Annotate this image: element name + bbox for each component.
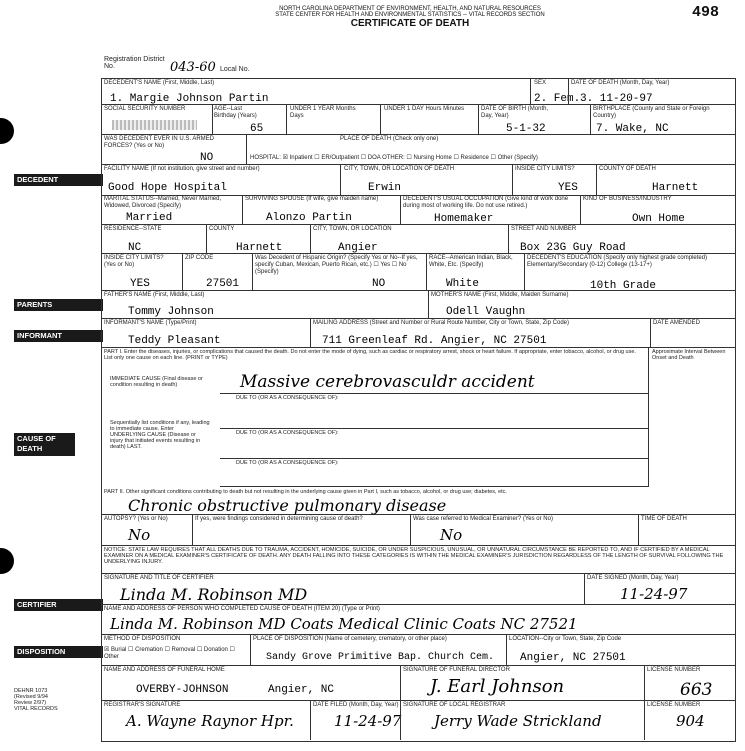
education-value: 10th Grade xyxy=(590,280,657,292)
place-of-disposition-value: Sandy Grove Primitive Bap. Church Cem. xyxy=(266,652,495,663)
label-date-signed: DATE SIGNED (Month, Day, Year) xyxy=(587,575,679,581)
section-decedent: DECEDENT xyxy=(14,174,103,186)
label-license-1: LICENSE NUMBER xyxy=(647,667,701,673)
label-residence-county: COUNTY xyxy=(209,226,235,232)
section-cause-of-death: CAUSE OF DEATH xyxy=(14,433,75,456)
label-race: RACE--American Indian, Black, White, Etc. (Specify) xyxy=(429,255,513,268)
certifier-address-value: Linda M. Robinson MD Coats Medical Clinic Coats NC 27521 xyxy=(110,615,578,633)
location-value: Angier, NC 27501 xyxy=(520,652,626,664)
label-disposition-method: METHOD OF DISPOSITION xyxy=(104,636,181,642)
label-county-of-death: COUNTY OF DEATH xyxy=(599,166,656,172)
street-value: Box 23G Guy Road xyxy=(520,242,626,254)
label-funeral-director: SIGNATURE OF FUNERAL DIRECTOR xyxy=(403,667,510,673)
mailing-value: 711 Greenleaf Rd. Angier, NC 27501 xyxy=(322,335,547,347)
label-time-of-death: TIME OF DEATH xyxy=(641,516,687,522)
decedent-name: 1. Margie Johnson Partin xyxy=(110,93,269,105)
license-1-value: 663 xyxy=(680,680,713,700)
funeral-city-value: Angier, NC xyxy=(268,684,335,696)
race-value: White xyxy=(446,278,480,290)
label-location: LOCATION--City or Town, State, Zip Code xyxy=(509,636,622,642)
label-under-1-year: UNDER 1 YEAR Months Days xyxy=(290,106,356,119)
label-date-amended: DATE AMENDED xyxy=(653,320,700,326)
form-id xyxy=(14,688,94,712)
label-hispanic: Was Decedent of Hispanic Origin? (Specify Yes or No--If yes, specify Cuban, Mexican, Puerto Rican, etc.) ☐ Yes ☐ No (Specify) xyxy=(255,255,418,275)
label-sex: SEX xyxy=(534,80,547,86)
hispanic-value: NO xyxy=(372,278,386,290)
mother-value: Odell Vaughn xyxy=(446,306,526,318)
immediate-cause-value: Massive cerebrovasculdr accident xyxy=(240,372,535,392)
label-marital-status: MARITAL STATUS--Married, Never Married, Widowed, Divorced (Specify) xyxy=(104,196,222,209)
label-informant: INFORMANT'S NAME (Type/Print) xyxy=(104,320,197,326)
license-2-value: 904 xyxy=(676,712,705,730)
medical-examiner-notice: NOTICE: STATE LAW REQUIRES THAT ALL DEATHS DUE TO TRAUMA, ACCIDENT, HOMICIDE, SUICIDE, OR UNDER SUSPICIOUS, UNUSUAL, OR UNNATURAL CIRCUMSTANCE BE REPORTED TO, AND IF CERTIFIED BY A MEDICAL EXAMINER ON A MEDICAL EXAMINER'S CERTIFICATE OF DEATH. ANY DEATH FALLING INTO THESE CATEGORIES IS WITHIN THE MEDICAL EXAMINER'S JURISDICTION REGARDLESS OF THE LENGTH OF SURVIVAL FOLLOWING THE UNDERLYING INJURY. xyxy=(104,547,724,565)
label-date-of-death: DATE OF DEATH (Month, Day, Year) xyxy=(571,80,670,86)
label-father: FATHER'S NAME (First, Middle, Last) xyxy=(104,292,205,298)
label-medical-examiner: Was case referred to Medical Examiner? (Yes or No) xyxy=(413,516,553,522)
inside-city-value: YES xyxy=(558,182,578,194)
label-inside-city-2: INSIDE CITY LIMITS? (Yes or No) xyxy=(104,255,164,268)
form-id-line: (Revised 9/94 xyxy=(14,694,48,700)
armed-forces-value: NO xyxy=(200,152,214,164)
department-name: NORTH CAROLINA DEPARTMENT OF ENVIRONMENT, HEALTH, AND NATURAL RESOURCES xyxy=(279,6,541,12)
label-license-2: LICENSE NUMBER xyxy=(647,702,701,708)
label-under-1-day: UNDER 1 DAY Hours Minutes xyxy=(384,106,465,112)
inside-city-2-value: YES xyxy=(130,278,150,290)
local-no-label: Local No. xyxy=(220,66,250,73)
marital-status-value: Married xyxy=(126,212,173,224)
center-name: STATE CENTER FOR HEALTH AND ENVIRONMENTAL STATISTICS -- VITAL RECORDS SECTION xyxy=(275,12,545,18)
label-registrar: REGISTRAR'S SIGNATURE xyxy=(104,702,181,708)
label-ssn: SOCIAL SECURITY NUMBER xyxy=(104,106,186,112)
label-spouse: SURVIVING SPOUSE (If wife, give maiden name) xyxy=(245,196,379,202)
autopsy-value: No xyxy=(128,526,151,544)
zip-value: 27501 xyxy=(206,278,240,290)
form-id-line: VITAL RECORDS xyxy=(14,706,58,712)
label-business: KIND OF BUSINESS/INDUSTRY xyxy=(583,196,672,202)
binder-punch-hole xyxy=(0,548,14,574)
label-occupation: DECEDENT'S USUAL OCCUPATION (Give kind of work done during most of working life. Do not use retired.) xyxy=(403,196,569,209)
label-education: DECEDENT'S EDUCATION (Specify only highest grade completed) Elementary/Secondary (0-12) College (13-17+) xyxy=(527,255,708,268)
part2-instructions: PART II. Other significant conditions contributing to death but not resulting in the underlying cause given in Part I, such as tobacco, alcohol, or drug use; diabetes, etc. xyxy=(104,489,507,495)
redacted-ssn xyxy=(112,120,197,130)
registrar-signature: A. Wayne Raynor Hpr. xyxy=(126,712,294,730)
date-signed-value: 11-24-97 xyxy=(620,585,688,603)
label-city-of-death: CITY, TOWN, OR LOCATION OF DEATH xyxy=(344,166,455,172)
label-immediate-cause: IMMEDIATE CAUSE (Final disease or condition resulting in death) xyxy=(110,376,203,388)
form-id-line: Review 2/97) xyxy=(14,700,47,706)
section-disposition: DISPOSITION xyxy=(14,646,103,658)
label-residence-city: CITY, TOWN, OR LOCATION xyxy=(313,226,392,232)
age-value: 65 xyxy=(250,123,264,135)
section-parents: PARENTS xyxy=(14,299,103,311)
local-registrar-signature: Jerry Wade Strickland xyxy=(434,712,602,730)
section-certifier: CERTIFIER xyxy=(14,599,103,611)
label-local-registrar: SIGNATURE OF LOCAL REGISTRAR xyxy=(403,702,506,708)
label-decedent-name: DECEDENT'S NAME (First, Middle, Last) xyxy=(104,80,215,86)
label-armed-forces: WAS DECEDENT EVER IN U.S. ARMED FORCES? (Yes or No) xyxy=(104,136,215,149)
label-certifier-signature: SIGNATURE AND TITLE OF CERTIFIER xyxy=(104,575,214,581)
part1-instructions: PART I. Enter the diseases, injuries, or complications that caused the death. Do not enter the mode of dying, such as cardiac or respiratory arrest, shock or heart failure. If appropriate, enter tobacco, alcohol, or drug use. List only one cause on each line. (PRINT or TYPE) xyxy=(104,349,636,361)
label-autopsy-findings: If yes, were findings considered in determining cause of death? xyxy=(195,516,363,522)
form-title: CERTIFICATE OF DEATH xyxy=(350,18,470,29)
label-mailing: MAILING ADDRESS (Street and Number or Rural Route Number, City or Town, State, Zip Code) xyxy=(313,320,569,326)
label-mother: MOTHER'S NAME (First, Middle, Maiden Surname) xyxy=(431,292,569,298)
label-due-to-2: DUE TO (OR AS A CONSEQUENCE OF): xyxy=(236,430,339,436)
label-certifier-address: NAME AND ADDRESS OF PERSON WHO COMPLETED CAUSE OF DEATH (ITEM 20) (Type or Print) xyxy=(104,606,380,612)
label-birthplace: BIRTHPLACE (County and State or Foreign Country) xyxy=(593,106,710,119)
birthplace-value: 7. Wake, NC xyxy=(596,123,669,135)
page-number: 498 xyxy=(692,4,720,21)
certifier-signature: Linda M. Robinson MD xyxy=(120,585,308,604)
label-due-to-3: DUE TO (OR AS A CONSEQUENCE OF): xyxy=(236,460,339,466)
label-due-to-1: DUE TO (OR AS A CONSEQUENCE OF): xyxy=(236,395,339,401)
residence-county-value: Harnett xyxy=(236,242,283,254)
funeral-home-value: OVERBY-JOHNSON xyxy=(136,684,229,696)
label-zip: ZIP CODE xyxy=(185,255,214,261)
label-facility: FACILITY NAME (If not institution, give street and number) xyxy=(104,166,260,172)
part2-value: Chronic obstructive pulmonary disease xyxy=(128,496,447,515)
registration-district: 043-60 xyxy=(170,60,216,75)
section-informant: INFORMANT xyxy=(14,330,103,342)
form-id-line: DEHNR 1073 xyxy=(14,688,48,694)
registration-label: Registration District No. xyxy=(104,56,165,70)
label-date-filed: DATE FILED (Month, Day, Year) xyxy=(313,702,399,708)
date-of-death: 3. 11-20-97 xyxy=(580,93,653,105)
spouse-value: Alonzo Partin xyxy=(266,212,352,224)
label-place-of-disposition: PLACE OF DISPOSITION (Name of cemetery, crematory, or other place) xyxy=(253,636,447,642)
label-sequential: Sequentially list conditions if any, leading to immediate cause. Enter UNDERLYING CAUSE (Disease or injury that initiated events resulting in death) LAST. xyxy=(110,420,210,450)
date-filed-value: 11-24-97 xyxy=(334,712,402,730)
sex-value: 2. Fem. xyxy=(534,93,581,105)
informant-value: Teddy Pleasant xyxy=(128,335,221,347)
city-of-death-value: Erwin xyxy=(368,182,402,194)
occupation-value: Homemaker xyxy=(434,213,494,225)
label-inside-city: INSIDE CITY LIMITS? xyxy=(515,166,575,172)
label-autopsy: AUTOPSY? (Yes or No) xyxy=(104,516,168,522)
residence-state-value: NC xyxy=(128,242,142,254)
disposition-options: ☒ Burial ☐ Cremation ☐ Removal ☐ Donation ☐ Other xyxy=(104,647,235,660)
place-of-death-options: HOSPITAL: ☒ Inpatient ☐ ER/Outpatient ☐ DOA OTHER: ☐ Nursing Home ☐ Residence ☐ Other (Specify) xyxy=(250,155,538,161)
business-value: Own Home xyxy=(632,213,685,225)
binder-punch-hole xyxy=(0,118,14,144)
father-value: Tommy Johnson xyxy=(128,306,214,318)
facility-value: Good Hope Hospital xyxy=(108,182,227,194)
dob-value: 5-1-32 xyxy=(506,123,546,135)
form-header xyxy=(200,6,620,29)
label-dob: DATE OF BIRTH (Month, Day, Year) xyxy=(481,106,549,119)
label-interval: Approximate Interval Between Onset and Death xyxy=(652,349,726,361)
medical-examiner-value: No xyxy=(440,526,463,544)
label-age: AGE--Last Birthday (Years) xyxy=(214,106,257,119)
label-residence-state: RESIDENCE--STATE xyxy=(104,226,162,232)
label-funeral-home: NAME AND ADDRESS OF FUNERAL HOME xyxy=(104,667,225,673)
residence-city-value: Angier xyxy=(338,242,378,254)
funeral-director-signature: J. Earl Johnson xyxy=(430,676,565,697)
label-street: STREET AND NUMBER xyxy=(511,226,577,232)
county-of-death-value: Harnett xyxy=(652,182,699,194)
label-place-of-death: PLACE OF DEATH (Check only one) xyxy=(340,136,439,142)
